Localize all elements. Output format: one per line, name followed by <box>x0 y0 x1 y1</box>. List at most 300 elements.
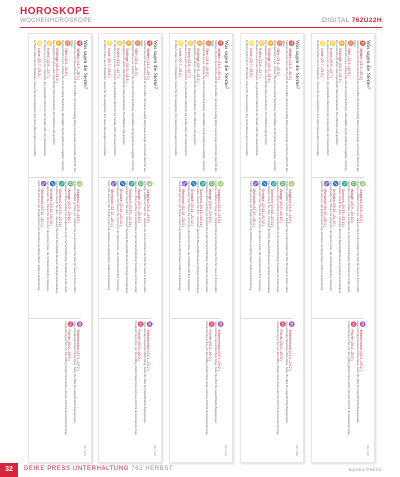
zodiac-heading <box>125 40 130 175</box>
zodiac-text: Nehmen Sie sich diese Woche Zeit für sich selbst. Ein kurzer Ausflug bringt neue Energie und frische Ideen für den Alltag. <box>352 40 359 173</box>
zodiac-entry <box>329 181 337 316</box>
zodiac-heading <box>58 181 63 316</box>
zodiac-name: Krebs (22.6.–22.7.) <box>329 48 334 79</box>
zodiac-text: Nehmen Sie sich diese Woche Zeit für sich selbst. Ein kurzer Ausflug bringt neue Energie und frische Ideen für den Alltag. <box>281 40 288 173</box>
zodiac-heading <box>55 40 60 175</box>
card-header <box>365 40 371 456</box>
aquarius-icon: ♒ <box>217 321 223 328</box>
leo-icon: ♌ <box>177 40 184 47</box>
zodiac-heading <box>288 40 293 175</box>
zodiac-text: Ihre Intuition täuscht Sie nicht. Vertrauen Sie Ihrem Bauchgefühl bei einer wichtigen Entscheidung. <box>195 180 199 294</box>
zodiac-text: Neue Kontakte bereichern Ihren Alltag. Seien Sie offen für ungewöhnliche Begegnungen. <box>356 321 359 424</box>
gemini-icon: ♊ <box>337 40 344 47</box>
card-header <box>294 40 300 456</box>
zodiac-text: Finanziell läuft es gut. Gönnen Sie sich eine kleine Belohnung, aber bleiben Sie bei größeren Ausgaben vorsichtig. <box>201 40 205 172</box>
zodiac-heading <box>217 40 222 175</box>
zodiac-name: Stier (21.4.–20.5.) <box>276 48 281 77</box>
zodiac-entry <box>125 181 133 316</box>
zodiac-name: Löwe (23.7.–23.8.) <box>248 48 253 78</box>
card-code: Wo 4/22 <box>224 444 228 456</box>
zodiac-name: Schütze (23.11.–21.12.) <box>190 188 195 226</box>
zodiac-text: Fernweh packt Sie. Planen Sie schon jetzt die nächste Reise, die Vorfreude hebt Ihre Stimmung. <box>186 180 190 292</box>
zodiac-entry <box>36 181 44 316</box>
scorpio-icon: ♏ <box>198 180 205 187</box>
zodiac-heading <box>36 40 41 175</box>
zodiac-name: Skorpion (24.10.–22.11.) <box>341 188 346 228</box>
aries-icon: ♈ <box>288 40 294 47</box>
zodiac-heading <box>208 181 213 316</box>
zodiac-name: Krebs (22.6.–22.7.) <box>258 48 263 79</box>
zodiac-entry <box>33 40 41 175</box>
zodiac-text: Finanziell läuft es gut. Gönnen Sie sich eine kleine Belohnung, aber bleiben Sie bei größeren Ausgaben vorsichtig. <box>130 40 134 172</box>
zodiac-heading <box>116 40 121 175</box>
libra-icon: ♎ <box>136 180 143 187</box>
zodiac-heading <box>217 181 222 316</box>
zodiac-heading <box>64 40 69 175</box>
gemini-icon: ♊ <box>54 40 61 47</box>
zodiac-name: Jungfrau (24.8.–23.9.) <box>359 188 364 224</box>
zodiac-entry <box>61 40 69 175</box>
zodiac-heading <box>347 40 352 175</box>
zodiac-heading <box>276 40 281 175</box>
zodiac-name: Skorpion (24.10.–22.11.) <box>270 188 275 228</box>
zodiac-text: Im Beruf stehen Sie im Mittelpunkt. Nutzen Sie die Gelegenheit, Ihre Ideen überzeugend vorzustellen. <box>316 40 320 157</box>
zodiac-text: Neue Kontakte bereichern Ihren Alltag. Seien Sie offen für ungewöhnliche Begegnungen. <box>285 321 288 424</box>
zodiac-name: Löwe (23.7.–23.8.) <box>177 48 182 78</box>
horoscope-card <box>98 33 162 463</box>
horoscope-card <box>169 33 233 463</box>
card-code: Wo 4/22 <box>366 444 370 456</box>
zodiac-name: Steinbock (22.12.–20.1.) <box>40 188 45 228</box>
zodiac-name: Jungfrau (24.8.–23.9.) <box>288 188 293 224</box>
zodiac-text: Nehmen Sie sich diese Woche Zeit für sich selbst. Ein kurzer Ausflug bringt neue Energie und frische Ideen für den Alltag. <box>69 40 76 173</box>
pisces-icon: ♓ <box>207 321 214 328</box>
card-code: Wo 4/22 <box>153 444 157 456</box>
zodiac-text: Ihre Intuition täuscht Sie nicht. Vertrauen Sie Ihrem Bauchgefühl bei einer wichtigen Entscheidung. <box>266 180 270 294</box>
zodiac-name: Skorpion (24.10.–22.11.) <box>58 188 63 228</box>
zodiac-text: Kreativität liegt in der Luft. Ein Hobby schenkt Ihnen Ruhe und neue Kraft für die kommenden Tage. <box>204 321 208 436</box>
zodiac-entry <box>258 181 266 316</box>
zodiac-text: Nehmen Sie sich diese Woche Zeit für sich selbst. Ein kurzer Ausflug bringt neue Energie und frische Ideen für den Alltag. <box>210 40 217 173</box>
zodiac-name: Zwillinge (21.5.–21.6.) <box>55 48 60 83</box>
zodiac-text: Fleiß zahlt sich aus. Ein Projekt kommt zum Abschluss und bringt Ihnen verdiente Anerkennung. <box>36 180 40 291</box>
scorpio-icon: ♏ <box>127 180 134 187</box>
libra-icon: ♎ <box>66 180 73 187</box>
card-content <box>170 34 232 462</box>
taurus-icon: ♉ <box>63 40 70 47</box>
virgo-icon: ♍ <box>76 180 82 187</box>
aries-icon: ♈ <box>217 40 223 47</box>
zodiac-text: Im Beruf stehen Sie im Mittelpunkt. Nutzen Sie die Gelegenheit, Ihre Ideen überzeugend vorzustellen. <box>33 40 37 157</box>
zodiac-entry <box>347 321 355 456</box>
zodiac-heading <box>350 181 355 316</box>
pisces-icon: ♓ <box>349 321 356 328</box>
zodiac-heading <box>76 181 81 316</box>
zodiac-heading <box>196 40 201 175</box>
zodiac-heading <box>177 40 182 175</box>
season-label: 762 HERBST <box>131 466 174 472</box>
zodiac-heading <box>190 181 195 316</box>
zodiac-heading <box>199 181 204 316</box>
scorpio-icon: ♏ <box>57 180 64 187</box>
zodiac-name: Widder (21.3.–20.4.) <box>217 48 222 81</box>
card-title: Was sagen die Sterne? <box>152 40 158 90</box>
zodiac-name: Widder (21.3.–20.4.) <box>288 48 293 81</box>
zodiac-text: Neue Kontakte bereichern Ihren Alltag. Seien Sie offen für ungewöhnliche Begegnungen. <box>143 321 146 424</box>
zodiac-heading <box>128 181 133 316</box>
zodiac-entry <box>254 40 262 175</box>
zodiac-text: Fleiß zahlt sich aus. Ein Projekt kommt zum Abschluss und bringt Ihnen verdiente Anerkennung. <box>319 180 323 291</box>
zodiac-name: Jungfrau (24.8.–23.9.) <box>146 188 151 224</box>
scorpio-icon: ♏ <box>340 180 347 187</box>
zodiac-name: Waage (24.9.–23.10.) <box>137 188 142 223</box>
gemini-icon: ♊ <box>124 40 131 47</box>
zodiac-entry <box>245 40 253 175</box>
zodiac-text: Ein Gespräch mit einem alten Freund klärt Missverständnisse. Ihre Offenheit wird geschätzt. <box>263 40 267 146</box>
page-number: 32 <box>0 463 18 477</box>
zodiac-text: Ordnung schaffen tut Ihnen gut. Räumen Sie auf und machen Sie Platz für Neues in Ihrem Leben. <box>143 180 146 294</box>
zodiac-text: Ihre Intuition täuscht Sie nicht. Vertrauen Sie Ihrem Bauchgefühl bei einer wichtigen Entscheidung. <box>54 180 58 294</box>
zodiac-entry <box>353 40 364 175</box>
zodiac-entry <box>285 321 293 456</box>
zodiac-text: Finanziell läuft es gut. Gönnen Sie sich eine kleine Belohnung, aber bleiben Sie bei größeren Ausgaben vorsichtig. <box>60 40 64 172</box>
zodiac-heading <box>46 40 51 175</box>
zodiac-text: Im Beruf stehen Sie im Mittelpunkt. Nutzen Sie die Gelegenheit, Ihre Ideen überzeugend vorzustellen. <box>245 40 249 157</box>
pisces-icon: ♓ <box>136 321 143 328</box>
zodiac-entry <box>143 321 151 456</box>
zodiac-entry <box>143 181 151 316</box>
zodiac-name: Steinbock (22.12.–20.1.) <box>110 188 115 228</box>
zodiac-text: Finanziell läuft es gut. Gönnen Sie sich eine kleine Belohnung, aber bleiben Sie bei größeren Ausgaben vorsichtig. <box>343 40 347 172</box>
zodiac-heading <box>248 40 253 175</box>
horoscope-columns <box>312 40 364 456</box>
zodiac-heading <box>49 181 54 316</box>
zodiac-text: Ein Gespräch mit einem alten Freund klärt Missverständnisse. Ihre Offenheit wird geschätzt. <box>121 40 125 146</box>
zodiac-name: Widder (21.3.–20.4.) <box>146 48 151 81</box>
zodiac-heading <box>110 181 115 316</box>
zodiac-heading <box>106 40 111 175</box>
zodiac-name: Steinbock (22.12.–20.1.) <box>323 188 328 228</box>
section-subtitle: WOCHENHOROSKOPE <box>20 18 93 24</box>
aries-icon: ♈ <box>76 40 82 47</box>
zodiac-entry <box>205 181 213 316</box>
zodiac-entry <box>64 321 72 456</box>
zodiac-text: Fernweh packt Sie. Planen Sie schon jetzt die nächste Reise, die Vorfreude hebt Ihre Stimmung. <box>45 180 49 292</box>
zodiac-text: Fernweh packt Sie. Planen Sie schon jetzt die nächste Reise, die Vorfreude hebt Ihre Stimmung. <box>115 180 119 292</box>
zodiac-heading <box>208 321 213 456</box>
aries-icon: ♈ <box>146 40 152 47</box>
zodiac-heading <box>137 181 142 316</box>
header-divider <box>20 27 382 28</box>
zodiac-entry <box>73 181 81 316</box>
card-title: Was sagen die Sterne? <box>223 40 229 90</box>
card-title: Was sagen die Sterne? <box>82 40 88 90</box>
zodiac-text: Im Beruf stehen Sie im Mittelpunkt. Nutzen Sie die Gelegenheit, Ihre Ideen überzeugend vorzustellen. <box>103 40 107 157</box>
zodiac-heading <box>67 321 72 456</box>
zodiac-heading <box>217 321 222 456</box>
zodiac-entry <box>214 321 222 456</box>
zodiac-entry <box>196 181 204 316</box>
zodiac-text: Ein Gespräch mit einem alten Freund klärt Missverständnisse. Ihre Offenheit wird geschätzt. <box>51 40 55 146</box>
zodiac-heading <box>332 181 337 316</box>
card-title: Was sagen die Sterne? <box>365 40 371 90</box>
zodiac-entry <box>183 40 191 175</box>
horoscope-card <box>240 33 304 463</box>
zodiac-entry <box>319 181 327 316</box>
card-code: Wo 4/22 <box>83 444 87 456</box>
zodiac-entry <box>55 181 63 316</box>
zodiac-heading <box>359 181 364 316</box>
zodiac-entry <box>193 40 201 175</box>
zodiac-text: Harmonie ist Ihnen wichtig. Ein Kompromiss in der Partnerschaft bringt Sie beide ein Stück weiter. <box>204 180 208 294</box>
pisces-icon: ♓ <box>278 321 285 328</box>
zodiac-name: Waage (24.9.–23.10.) <box>208 188 213 223</box>
libra-icon: ♎ <box>207 180 214 187</box>
zodiac-name: Schütze (23.11.–21.12.) <box>261 188 266 226</box>
zodiac-heading <box>205 40 210 175</box>
zodiac-text: Harmonie ist Ihnen wichtig. Ein Kompromiss in der Partnerschaft bringt Sie beide ein Stück weiter. <box>63 180 67 294</box>
zodiac-entry <box>42 40 50 175</box>
zodiac-name: Steinbock (22.12.–20.1.) <box>181 188 186 228</box>
zodiac-entry <box>46 181 54 316</box>
zodiac-heading <box>146 321 151 456</box>
zodiac-name: Löwe (23.7.–23.8.) <box>319 48 324 78</box>
zodiac-text: Zu Hause ist es jetzt am schönsten. Ein gemütlicher Abend mit der Familie stärkt den Zusammenhalt. <box>183 40 187 157</box>
zodiac-heading <box>40 181 45 316</box>
zodiac-entry <box>134 181 142 316</box>
zodiac-name: Widder (21.3.–20.4.) <box>76 48 81 81</box>
digital-label: DIGITAL <box>322 17 350 24</box>
cancer-icon: ♋ <box>45 40 52 47</box>
horoscope-columns <box>241 40 293 456</box>
zodiac-entry <box>122 40 130 175</box>
card-code: Wo 4/22 <box>295 444 299 456</box>
zodiac-entry <box>187 181 195 316</box>
zodiac-heading <box>338 40 343 175</box>
zodiac-name: Stier (21.4.–20.5.) <box>64 48 69 77</box>
horoscope-columns <box>170 40 222 456</box>
zodiac-entry <box>276 181 284 316</box>
zodiac-entry <box>106 181 114 316</box>
zodiac-entry <box>174 40 182 175</box>
zodiac-name: Wassermann (21.1.–19.2.) <box>359 329 364 371</box>
zodiac-text: Neue Kontakte bereichern Ihren Alltag. Seien Sie offen für ungewöhnliche Begegnungen. <box>73 321 76 424</box>
zodiac-name: Skorpion (24.10.–22.11.) <box>199 188 204 228</box>
virgo-icon: ♍ <box>146 180 152 187</box>
zodiac-name: Wassermann (21.1.–19.2.) <box>146 329 151 371</box>
zodiac-text: Zu Hause ist es jetzt am schönsten. Ein gemütlicher Abend mit der Familie stärkt den Zusammenhalt. <box>42 40 46 157</box>
zodiac-heading <box>350 321 355 456</box>
zodiac-entry <box>325 40 333 175</box>
aquarius-icon: ♒ <box>359 321 365 328</box>
gemini-icon: ♊ <box>195 40 202 47</box>
zodiac-name: Fische (20.2.–20.3.) <box>137 329 142 361</box>
zodiac-name: Waage (24.9.–23.10.) <box>67 188 72 223</box>
horoscope-columns <box>29 40 81 456</box>
zodiac-text: Ordnung schaffen tut Ihnen gut. Räumen Sie auf und machen Sie Platz für Neues in Ihrem Leben. <box>73 180 76 294</box>
zodiac-entry <box>267 181 275 316</box>
card-header <box>82 40 88 456</box>
zodiac-text: Ordnung schaffen tut Ihnen gut. Räumen Sie auf und machen Sie Platz für Neues in Ihrem Leben. <box>356 180 359 294</box>
card-header <box>152 40 158 456</box>
zodiac-text: Kreativität liegt in der Luft. Ein Hobby schenkt Ihnen Ruhe und neue Kraft für die kommenden Tage. <box>346 321 350 436</box>
zodiac-name: Krebs (22.6.–22.7.) <box>46 48 51 79</box>
zodiac-text: Fernweh packt Sie. Planen Sie schon jetzt die nächste Reise, die Vorfreude hebt Ihre Stimmung. <box>257 180 261 292</box>
zodiac-heading <box>279 181 284 316</box>
zodiac-name: Fische (20.2.–20.3.) <box>208 329 213 361</box>
zodiac-name: Zwillinge (21.5.–21.6.) <box>196 48 201 83</box>
zodiac-name: Waage (24.9.–23.10.) <box>350 188 355 223</box>
virgo-icon: ♍ <box>217 180 223 187</box>
zodiac-text: Fleiß zahlt sich aus. Ein Projekt kommt zum Abschluss und bringt Ihnen verdiente Anerkennung. <box>248 180 252 291</box>
publisher-name: DEIKE PRESS UNTERHALTUNG <box>24 466 129 472</box>
zodiac-name: Jungfrau (24.8.–23.9.) <box>76 188 81 224</box>
zodiac-name: Löwe (23.7.–23.8.) <box>36 48 41 78</box>
sagittarius-icon: ♐ <box>331 180 338 187</box>
zodiac-heading <box>137 321 142 456</box>
card-content <box>29 34 91 462</box>
zodiac-text: Ihre Intuition täuscht Sie nicht. Vertrauen Sie Ihrem Bauchgefühl bei einer wichtigen Entscheidung. <box>124 180 128 294</box>
zodiac-name: Wassermann (21.1.–19.2.) <box>217 329 222 371</box>
zodiac-heading <box>288 321 293 456</box>
zodiac-heading <box>329 40 334 175</box>
zodiac-entry <box>134 321 142 456</box>
horoscope-card <box>28 33 92 463</box>
leo-icon: ♌ <box>106 40 113 47</box>
libra-icon: ♎ <box>349 180 356 187</box>
capricorn-icon: ♑ <box>251 180 258 187</box>
zodiac-heading <box>288 181 293 316</box>
zodiac-text: Kreativität liegt in der Luft. Ein Hobby schenkt Ihnen Ruhe und neue Kraft für die kommenden Tage. <box>133 321 137 436</box>
card-header <box>223 40 229 456</box>
sagittarius-icon: ♐ <box>189 180 196 187</box>
zodiac-heading <box>279 321 284 456</box>
zodiac-entry <box>273 40 281 175</box>
zodiac-name: Waage (24.9.–23.10.) <box>279 188 284 223</box>
horoscope-cards <box>28 33 373 461</box>
zodiac-heading <box>252 181 257 316</box>
scorpio-icon: ♏ <box>269 180 276 187</box>
zodiac-text: Finanziell läuft es gut. Gönnen Sie sich eine kleine Belohnung, aber bleiben Sie bei größeren Ausgaben vorsichtig. <box>272 40 276 172</box>
zodiac-name: Krebs (22.6.–22.7.) <box>116 48 121 79</box>
card-content <box>312 34 374 462</box>
zodiac-name: Zwillinge (21.5.–21.6.) <box>338 48 343 83</box>
zodiac-text: Ordnung schaffen tut Ihnen gut. Räumen Sie auf und machen Sie Platz für Neues in Ihrem Leben. <box>214 180 217 294</box>
capricorn-icon: ♑ <box>322 180 329 187</box>
product-code <box>322 17 382 24</box>
zodiac-text: Fleiß zahlt sich aus. Ein Projekt kommt zum Abschluss und bringt Ihnen verdiente Anerkennung. <box>177 180 181 291</box>
zodiac-name: Zwillinge (21.5.–21.6.) <box>125 48 130 83</box>
zodiac-entry <box>264 40 272 175</box>
card-content <box>241 34 303 462</box>
zodiac-name: Schütze (23.11.–21.12.) <box>49 188 54 226</box>
zodiac-entry <box>248 181 256 316</box>
zodiac-entry <box>347 181 355 316</box>
zodiac-name: Stier (21.4.–20.5.) <box>134 48 139 77</box>
zodiac-text: Ein Gespräch mit einem alten Freund klärt Missverständnisse. Ihre Offenheit wird geschätzt. <box>192 40 196 146</box>
gemini-icon: ♊ <box>266 40 273 47</box>
zodiac-name: Steinbock (22.12.–20.1.) <box>252 188 257 228</box>
zodiac-heading <box>323 181 328 316</box>
sagittarius-icon: ♐ <box>260 180 267 187</box>
zodiac-name: Fische (20.2.–20.3.) <box>67 329 72 361</box>
aquarius-icon: ♒ <box>146 321 152 328</box>
zodiac-entry <box>335 40 343 175</box>
zodiac-entry <box>344 40 352 175</box>
zodiac-heading <box>270 181 275 316</box>
zodiac-heading <box>187 40 192 175</box>
libra-icon: ♎ <box>278 180 285 187</box>
cancer-icon: ♋ <box>186 40 193 47</box>
zodiac-text: Harmonie ist Ihnen wichtig. Ein Kompromiss in der Partnerschaft bringt Sie beide ein Stück weiter. <box>133 180 137 294</box>
zodiac-entry <box>177 181 185 316</box>
item-number: 762U22H <box>351 17 382 24</box>
zodiac-heading <box>181 181 186 316</box>
zodiac-entry <box>356 181 364 316</box>
zodiac-name: Stier (21.4.–20.5.) <box>347 48 352 77</box>
zodiac-heading <box>359 321 364 456</box>
zodiac-entry <box>282 40 293 175</box>
zodiac-name: Wassermann (21.1.–19.2.) <box>288 329 293 371</box>
zodiac-heading <box>119 181 124 316</box>
zodiac-name: Jungfrau (24.8.–23.9.) <box>217 188 222 224</box>
zodiac-entry <box>316 40 324 175</box>
zodiac-name: Löwe (23.7.–23.8.) <box>106 48 111 78</box>
leo-icon: ♌ <box>319 40 326 47</box>
zodiac-heading <box>341 181 346 316</box>
zodiac-text: Ein Gespräch mit einem alten Freund klärt Missverständnisse. Ihre Offenheit wird geschätzt. <box>334 40 338 146</box>
taurus-icon: ♉ <box>275 40 282 47</box>
zodiac-name: Krebs (22.6.–22.7.) <box>187 48 192 79</box>
taurus-icon: ♉ <box>346 40 353 47</box>
horoscope-card <box>311 33 375 463</box>
cancer-icon: ♋ <box>257 40 264 47</box>
aquarius-icon: ♒ <box>288 321 294 328</box>
zodiac-text: Im Beruf stehen Sie im Mittelpunkt. Nutzen Sie die Gelegenheit, Ihre Ideen überzeugend vorzustellen. <box>174 40 178 157</box>
zodiac-text: Fernweh packt Sie. Planen Sie schon jetzt die nächste Reise, die Vorfreude hebt Ihre Stimmung. <box>328 180 332 292</box>
cancer-icon: ♋ <box>328 40 335 47</box>
cancer-icon: ♋ <box>115 40 122 47</box>
zodiac-entry <box>103 40 111 175</box>
zodiac-entry <box>116 181 124 316</box>
zodiac-heading <box>134 40 139 175</box>
zodiac-text: Zu Hause ist es jetzt am schönsten. Ein gemütlicher Abend mit der Familie stärkt den Zusammenhalt. <box>254 40 258 157</box>
virgo-icon: ♍ <box>359 180 365 187</box>
virgo-icon: ♍ <box>288 180 294 187</box>
zodiac-name: Stier (21.4.–20.5.) <box>205 48 210 77</box>
zodiac-entry <box>338 181 346 316</box>
zodiac-text: Zu Hause ist es jetzt am schönsten. Ein gemütlicher Abend mit der Familie stärkt den Zusammenhalt. <box>112 40 116 157</box>
zodiac-heading <box>146 40 151 175</box>
zodiac-entry <box>52 40 60 175</box>
section-title: HOROSKOPE <box>20 6 90 17</box>
zodiac-name: Skorpion (24.10.–22.11.) <box>128 188 133 228</box>
capricorn-icon: ♑ <box>180 180 187 187</box>
zodiac-entry <box>112 40 120 175</box>
zodiac-name: Schütze (23.11.–21.12.) <box>119 188 124 226</box>
zodiac-entry <box>131 40 139 175</box>
sagittarius-icon: ♐ <box>118 180 125 187</box>
zodiac-text: Harmonie ist Ihnen wichtig. Ein Kompromiss in der Partnerschaft bringt Sie beide ein Stück weiter. <box>275 180 279 294</box>
taurus-icon: ♉ <box>204 40 211 47</box>
zodiac-heading <box>67 181 72 316</box>
publisher-line <box>24 466 173 472</box>
zodiac-text: Zu Hause ist es jetzt am schönsten. Ein gemütlicher Abend mit der Familie stärkt den Zusammenhalt. <box>325 40 329 157</box>
capricorn-icon: ♑ <box>39 180 46 187</box>
zodiac-heading <box>258 40 263 175</box>
zodiac-text: Neue Kontakte bereichern Ihren Alltag. Seien Sie offen für ungewöhnliche Begegnungen. <box>214 321 217 424</box>
zodiac-text: Ihre Intuition täuscht Sie nicht. Vertrauen Sie Ihrem Bauchgefühl bei einer wichtigen Entscheidung. <box>337 180 341 294</box>
